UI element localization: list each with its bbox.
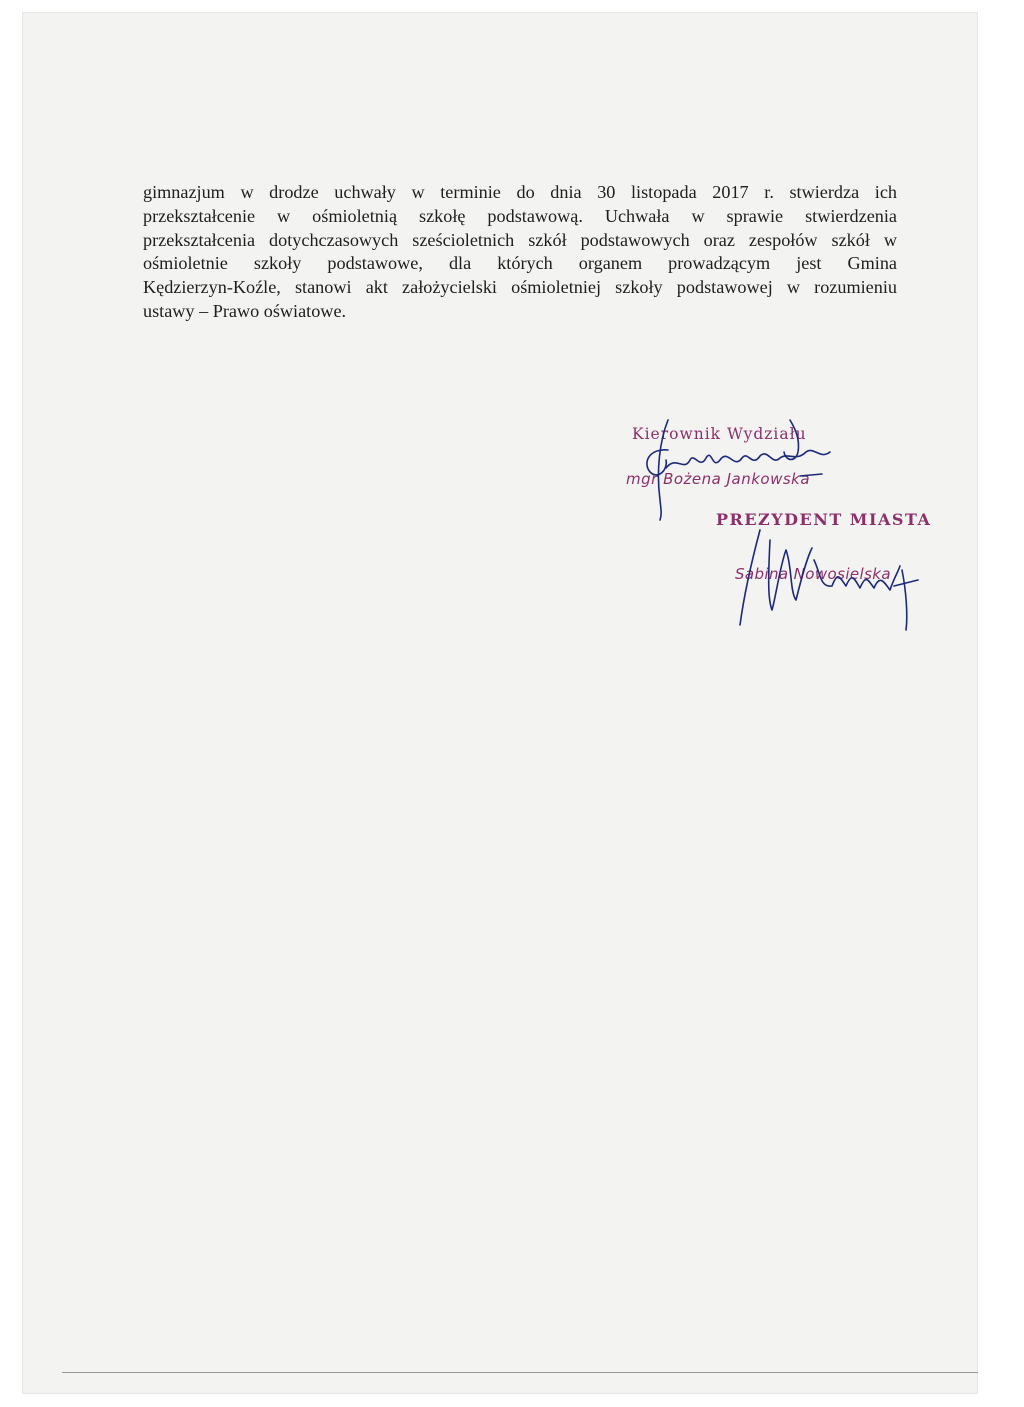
paragraph-line: Kędzierzyn-Koźle, stanowi akt założycielski ośmioletniej szkoły podstawowej w rozumieniu	[143, 277, 897, 298]
paragraph-line: przekształcenie w ośmioletnią szkołę podstawową. Uchwała w sprawie stwierdzenia	[143, 205, 897, 226]
paragraph-line: przekształcenia dotychczasowych sześcioletnich szkół podstawowych oraz zespołów szkół w	[143, 229, 897, 250]
president-stamp-title: PREZYDENT MIASTA	[716, 510, 932, 529]
paragraph-line: ustawy – Prawo oświatowe.	[143, 300, 347, 321]
page-edge-line	[62, 1372, 978, 1373]
department-stamp-heading: Kierownik Wydziału	[632, 425, 807, 443]
paragraph-line: gimnazjum w drodze uchwały w terminie do dnia 30 listopada 2017 r. stwierdza ich	[143, 182, 897, 202]
paragraph-line: ośmioletnie szkoły podstawowe, dla których organem prowadzącym jest Gmina	[143, 253, 897, 274]
president-stamp-name: Sabina Nowosielska	[735, 565, 891, 583]
body-paragraph	[143, 181, 897, 324]
department-stamp-name: mgr Bożena Jankowska	[626, 470, 811, 488]
